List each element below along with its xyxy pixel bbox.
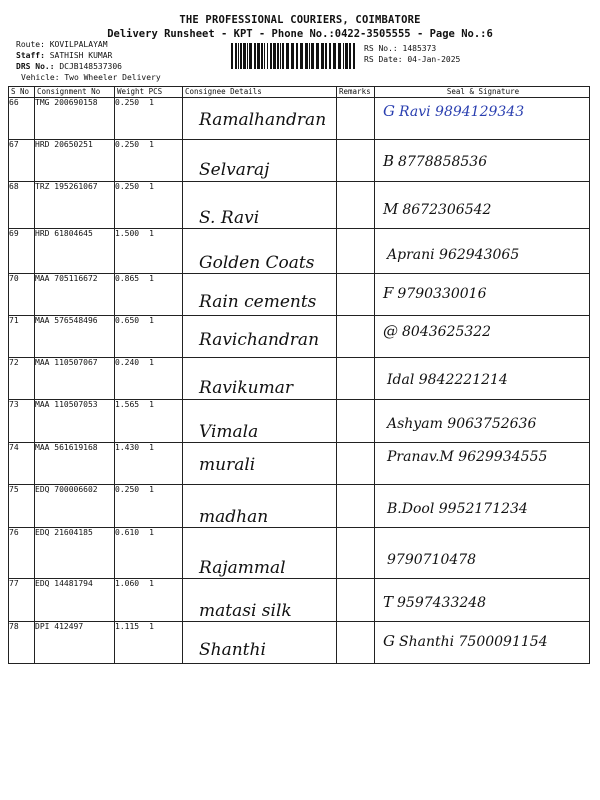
table-header-row	[9, 87, 590, 98]
sno-value: 76	[9, 528, 19, 537]
barcode-bar	[286, 43, 289, 69]
row-remarks	[337, 622, 375, 664]
weight-value: 0.250	[115, 98, 140, 107]
signature-handwriting: 9597433248	[397, 595, 487, 611]
row-seal-signature	[375, 400, 590, 443]
row-remarks	[337, 400, 375, 443]
consignment-number: HRD 61804645	[35, 229, 93, 238]
signature-handwriting: 8043625322	[402, 324, 492, 340]
row-weight-pcs	[115, 400, 183, 443]
consignee-handwriting: Rain cements	[199, 292, 317, 312]
sno-value: 73	[9, 400, 19, 409]
row-consignee	[183, 229, 337, 274]
row-weight-pcs	[115, 579, 183, 622]
signature-handwriting: 9790330016	[397, 286, 487, 302]
col-pcs: PCS	[148, 87, 163, 96]
signature-mark: B	[383, 152, 395, 170]
signature-block	[375, 245, 589, 263]
row-weight-pcs	[115, 140, 183, 182]
row-consignment	[35, 579, 115, 622]
row-remarks	[337, 528, 375, 579]
signature-mark: F	[383, 284, 394, 302]
sno-value: 70	[9, 274, 19, 283]
barcode-bar	[311, 43, 314, 69]
col-sno: S No	[9, 87, 35, 98]
row-sno	[9, 140, 35, 182]
barcode-bar	[249, 43, 252, 69]
barcode-bar	[247, 43, 248, 69]
row-weight-pcs	[115, 182, 183, 229]
consignee-handwriting: murali	[199, 455, 256, 475]
row-weight-pcs	[115, 443, 183, 485]
row-remarks	[337, 316, 375, 358]
route-text: Route: KOVILPALAYAM	[16, 40, 108, 49]
consignee-handwriting: Golden Coats	[199, 253, 315, 273]
row-remarks	[337, 579, 375, 622]
weight-value: 1.430	[115, 443, 140, 452]
consignee-handwriting: Vimala	[199, 422, 259, 442]
barcode-bar	[235, 43, 237, 69]
barcode-bar	[316, 43, 319, 69]
signature-block	[375, 593, 589, 611]
weight-value: 0.250	[115, 140, 140, 149]
staff-name: SATHISH KUMAR	[49, 51, 113, 60]
signature-block	[375, 414, 589, 432]
consignee-handwriting: Ravikumar	[199, 378, 293, 398]
consignee-handwriting: S. Ravi	[199, 208, 260, 228]
consignment-number: TMG 200690158	[35, 98, 98, 107]
table-row	[9, 98, 590, 140]
barcode-bar	[257, 43, 260, 69]
pcs-value: 1	[149, 528, 154, 537]
pcs-value: 1	[149, 622, 154, 631]
table-row	[9, 358, 590, 400]
rs-date: RS Date: 04-Jan-2025	[364, 55, 461, 64]
table-row	[9, 400, 590, 443]
barcode-bar	[300, 43, 303, 69]
signature-block	[375, 200, 589, 218]
consignment-number: DPI 412497	[35, 622, 84, 631]
row-consignment	[35, 485, 115, 528]
signature-handwriting: Idal 9842221214	[387, 372, 508, 388]
sno-value: 78	[9, 622, 19, 631]
runsheet-subtitle: Delivery Runsheet - KPT - Phone No.:0422-3505555 - Page No.:6	[107, 28, 493, 40]
row-remarks	[337, 443, 375, 485]
sno-value: 67	[9, 140, 19, 149]
barcode-bar	[240, 43, 242, 69]
row-weight-pcs	[115, 98, 183, 140]
row-seal-signature	[375, 358, 590, 400]
row-sno	[9, 400, 35, 443]
barcode-bar	[277, 43, 279, 69]
barcode-bar	[270, 43, 272, 69]
table-row	[9, 316, 590, 358]
row-consignee	[183, 140, 337, 182]
runsheet-table	[8, 86, 590, 664]
row-remarks	[337, 229, 375, 274]
barcode-image	[231, 43, 355, 69]
table-row	[9, 528, 590, 579]
signature-block	[375, 102, 589, 120]
weight-value: 1.500	[115, 229, 140, 238]
row-consignment	[35, 182, 115, 229]
row-consignee	[183, 98, 337, 140]
barcode-bar	[267, 43, 268, 69]
pcs-value: 1	[149, 274, 154, 283]
row-consignment	[35, 229, 115, 274]
barcode-bar	[305, 43, 308, 69]
col-weight-pcs	[115, 87, 183, 98]
signature-block	[375, 499, 589, 517]
consignment-number: EDQ 21604185	[35, 528, 93, 537]
row-sno	[9, 358, 35, 400]
table-row	[9, 443, 590, 485]
signature-mark: T	[383, 593, 394, 611]
signature-handwriting: Ashyam 9063752636	[387, 416, 537, 432]
weight-value: 1.565	[115, 400, 140, 409]
weight-value: 0.250	[115, 182, 140, 191]
pcs-value: 1	[149, 443, 154, 452]
rs-number: RS No.: 1485373	[364, 44, 437, 53]
table-row	[9, 485, 590, 528]
company-title: THE PROFESSIONAL COURIERS, COIMBATORE	[179, 14, 421, 26]
row-sno	[9, 182, 35, 229]
row-consignee	[183, 485, 337, 528]
sno-value: 74	[9, 443, 19, 452]
signature-block	[375, 447, 589, 465]
signature-mark: @	[383, 322, 398, 340]
row-consignment	[35, 274, 115, 316]
row-consignee	[183, 528, 337, 579]
table-row	[9, 622, 590, 664]
barcode-bar	[325, 43, 327, 69]
row-consignee	[183, 274, 337, 316]
table-row	[9, 229, 590, 274]
col-remarks: Remarks	[337, 87, 375, 98]
sno-value: 69	[9, 229, 19, 238]
row-weight-pcs	[115, 274, 183, 316]
row-weight-pcs	[115, 528, 183, 579]
weight-value: 0.240	[115, 358, 140, 367]
row-consignment	[35, 622, 115, 664]
col-consignee: Consignee Details	[183, 87, 337, 98]
barcode-bar	[321, 43, 324, 69]
row-sno	[9, 98, 35, 140]
row-remarks	[337, 140, 375, 182]
row-seal-signature	[375, 140, 590, 182]
row-consignee	[183, 622, 337, 664]
row-seal-signature	[375, 98, 590, 140]
signature-block	[375, 284, 589, 302]
signature-mark: M	[383, 200, 399, 218]
consignment-number: EDQ 700006602	[35, 485, 98, 494]
signature-handwriting: Aprani 962943065	[387, 247, 520, 263]
row-weight-pcs	[115, 485, 183, 528]
consignment-number: MAA 110507067	[35, 358, 98, 367]
weight-value: 1.060	[115, 579, 140, 588]
table-row	[9, 182, 590, 229]
sno-value: 77	[9, 579, 19, 588]
row-weight-pcs	[115, 316, 183, 358]
row-consignment	[35, 98, 115, 140]
vehicle-text: Vehicle: Two Wheeler Delivery	[21, 73, 161, 82]
row-sno	[9, 579, 35, 622]
barcode-bar	[333, 43, 336, 69]
col-consignment: Consignment No	[35, 87, 115, 98]
pcs-value: 1	[149, 485, 154, 494]
row-sno	[9, 485, 35, 528]
sno-value: 72	[9, 358, 19, 367]
consignment-number: MAA 561619168	[35, 443, 98, 452]
row-sno	[9, 528, 35, 579]
barcode-bar	[282, 43, 284, 69]
consignment-number: MAA 110507053	[35, 400, 98, 409]
pcs-value: 1	[149, 579, 154, 588]
row-remarks	[337, 98, 375, 140]
signature-block	[375, 370, 589, 388]
row-remarks	[337, 485, 375, 528]
barcode-bar	[309, 43, 310, 69]
row-sno	[9, 443, 35, 485]
row-seal-signature	[375, 229, 590, 274]
row-consignee	[183, 579, 337, 622]
weight-value: 0.650	[115, 316, 140, 325]
barcode-bar	[329, 43, 331, 69]
sno-value: 71	[9, 316, 19, 325]
weight-value: 1.115	[115, 622, 140, 631]
row-seal-signature	[375, 274, 590, 316]
row-seal-signature	[375, 579, 590, 622]
col-seal-signature: Seal & Signature	[375, 87, 590, 98]
row-seal-signature	[375, 316, 590, 358]
row-consignment	[35, 443, 115, 485]
signature-handwriting: Pranav.M 9629934555	[387, 449, 548, 465]
row-sno	[9, 229, 35, 274]
row-weight-pcs	[115, 622, 183, 664]
consignment-number: TRZ 195261067	[35, 182, 98, 191]
pcs-value: 1	[149, 140, 154, 149]
pcs-value: 1	[149, 400, 154, 409]
barcode-bar	[280, 43, 281, 69]
signature-block	[375, 550, 589, 568]
sno-value: 68	[9, 182, 19, 191]
drs-number: DCJB148537306	[59, 62, 122, 71]
col-weight: Weight	[117, 87, 145, 96]
row-sno	[9, 622, 35, 664]
barcode-bar	[296, 43, 298, 69]
row-seal-signature	[375, 443, 590, 485]
row-remarks	[337, 182, 375, 229]
pcs-value: 1	[149, 98, 154, 107]
consignee-handwriting: Shanthi	[199, 640, 266, 660]
row-consignee	[183, 316, 337, 358]
consignment-number: HRD 20650251	[35, 140, 93, 149]
row-consignee	[183, 358, 337, 400]
drs-line	[16, 62, 122, 71]
pcs-value: 1	[149, 182, 154, 191]
row-sno	[9, 316, 35, 358]
barcode-bar	[349, 43, 351, 69]
row-weight-pcs	[115, 358, 183, 400]
row-consignee	[183, 443, 337, 485]
drs-label: DRS No.:	[16, 62, 55, 71]
barcode-bar	[353, 43, 355, 69]
row-remarks	[337, 274, 375, 316]
row-consignment	[35, 528, 115, 579]
barcode-bar	[343, 43, 344, 69]
row-consignment	[35, 316, 115, 358]
row-sno	[9, 274, 35, 316]
signature-handwriting: 8672306542	[402, 202, 492, 218]
row-consignment	[35, 358, 115, 400]
signature-block	[375, 322, 589, 340]
row-seal-signature	[375, 528, 590, 579]
row-seal-signature	[375, 182, 590, 229]
row-consignment	[35, 400, 115, 443]
consignment-number: EDQ 14481794	[35, 579, 93, 588]
signature-block	[375, 632, 589, 650]
staff-line	[16, 51, 112, 60]
row-seal-signature	[375, 485, 590, 528]
row-consignee	[183, 400, 337, 443]
barcode-bar	[238, 43, 239, 69]
weight-value: 0.250	[115, 485, 140, 494]
barcode-bar	[264, 43, 265, 69]
staff-label: Staff:	[16, 51, 45, 60]
barcode-bar	[273, 43, 276, 69]
row-weight-pcs	[115, 229, 183, 274]
table-row	[9, 579, 590, 622]
signature-handwriting: 9790710478	[387, 552, 477, 568]
signature-handwriting: B.Dool 9952171234	[387, 501, 528, 517]
barcode-bar	[254, 43, 256, 69]
consignee-handwriting: Ravichandran	[199, 330, 320, 350]
consignment-number: MAA 705116672	[35, 274, 98, 283]
weight-value: 0.610	[115, 528, 140, 537]
pcs-value: 1	[149, 316, 154, 325]
barcode-bar	[291, 43, 294, 69]
sno-value: 66	[9, 98, 19, 107]
row-consignee	[183, 182, 337, 229]
row-seal-signature	[375, 622, 590, 664]
signature-mark: G	[383, 102, 395, 120]
barcode-bar	[338, 43, 341, 69]
table-row	[9, 274, 590, 316]
row-consignment	[35, 140, 115, 182]
pcs-value: 1	[149, 229, 154, 238]
weight-value: 0.865	[115, 274, 140, 283]
barcode-bar	[243, 43, 246, 69]
consignee-handwriting: madhan	[199, 507, 269, 527]
barcode-bar	[261, 43, 263, 69]
barcode-bar	[231, 43, 233, 69]
signature-mark: G	[383, 632, 395, 650]
consignment-number: MAA 576548496	[35, 316, 98, 325]
signature-handwriting: Shanthi 7500091154	[398, 634, 548, 650]
table-row	[9, 140, 590, 182]
signature-handwriting: 8778858536	[398, 154, 488, 170]
sno-value: 75	[9, 485, 19, 494]
row-remarks	[337, 358, 375, 400]
consignee-handwriting: matasi silk	[199, 601, 292, 621]
consignee-handwriting: Ramalhandran	[199, 110, 327, 130]
signature-handwriting: Ravi 9894129343	[398, 104, 525, 120]
signature-block	[375, 152, 589, 170]
consignee-handwriting: Rajammal	[199, 558, 286, 578]
pcs-value: 1	[149, 358, 154, 367]
consignee-handwriting: Selvaraj	[199, 160, 270, 180]
barcode-bar	[345, 43, 348, 69]
